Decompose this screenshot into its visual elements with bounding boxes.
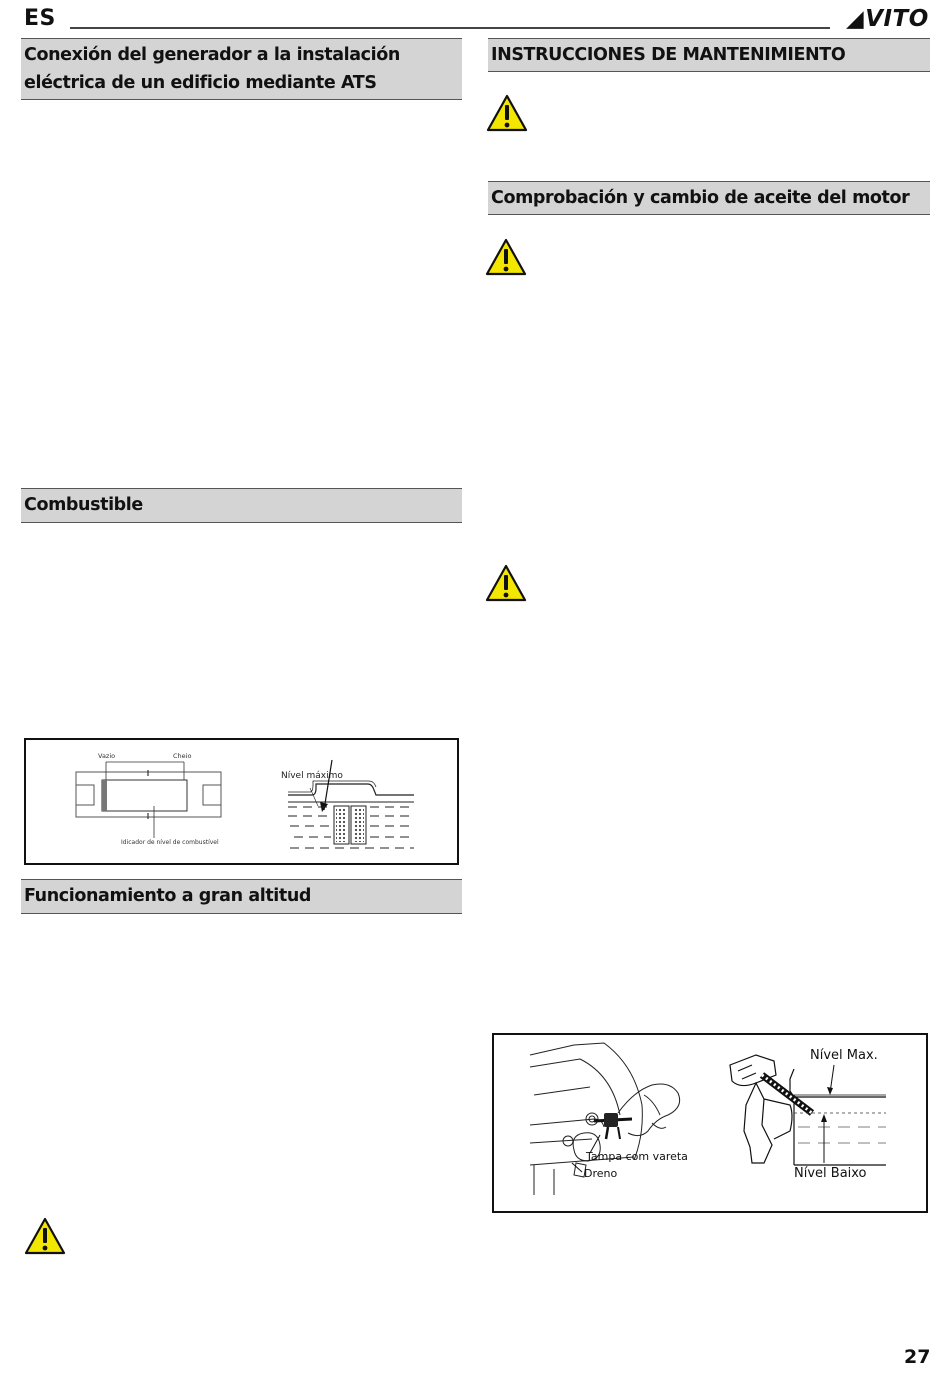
fuel-gauge-body (76, 772, 221, 817)
section-maintenance-title (488, 38, 930, 72)
fuel-tank-outline (288, 784, 414, 795)
brand-logo (846, 6, 929, 32)
warning-icon (486, 94, 528, 132)
fuel-level-figure (24, 738, 459, 865)
section-fuel-title (21, 488, 462, 523)
brand-mark-icon: ◢ (846, 6, 865, 32)
section-altitude-title-text: Funcionamiento a gran altitud (24, 886, 312, 906)
oil-level-figure (492, 1033, 928, 1213)
warning-icon (485, 564, 527, 602)
fuel-gauge-right-tab (203, 785, 221, 805)
brand-name: VITO (865, 6, 929, 32)
dipstick-rod (762, 1075, 812, 1113)
language-code: ES (24, 6, 56, 31)
fuel-gauge-window (102, 780, 187, 811)
header-rule (70, 27, 830, 29)
oil-low-label: Nível Baixo (794, 1166, 867, 1181)
fuel-max-level-label: Nível máximo (281, 771, 343, 781)
warning-icon (24, 1217, 66, 1255)
section-fuel-title-text: Combustible (24, 495, 143, 515)
oil-cap-label: Tampa com vareta (586, 1150, 688, 1163)
warning-icon (485, 238, 527, 276)
fuel-empty-label: Vazio (98, 752, 116, 760)
section-maintenance-title-text: INSTRUCCIONES DE MANTENIMIENTO (491, 45, 846, 65)
oil-level-lines (798, 1127, 886, 1143)
fuel-gauge-left-tab (76, 785, 94, 805)
section-oil-title (488, 181, 930, 215)
section-ats-title-text: Conexión del generador a la instalación eléctrica de un edificio mediante ATS (24, 45, 400, 93)
section-ats-title (21, 38, 462, 100)
oil-max-label: Nível Max. (810, 1048, 878, 1063)
oil-drain-label: Dreno (584, 1167, 618, 1180)
fuel-level-diagram (26, 740, 457, 863)
fuel-full-label: Cheio (173, 752, 192, 760)
page-number: 27 (904, 1346, 931, 1368)
oil-level-diagram (494, 1035, 926, 1211)
fuel-gauge-needle (102, 780, 107, 811)
section-oil-title-text: Comprobación y cambio de aceite del motor (491, 188, 910, 208)
section-altitude-title (21, 879, 462, 914)
fuel-indicator-label: Idicador de nível de combustível (121, 839, 219, 846)
